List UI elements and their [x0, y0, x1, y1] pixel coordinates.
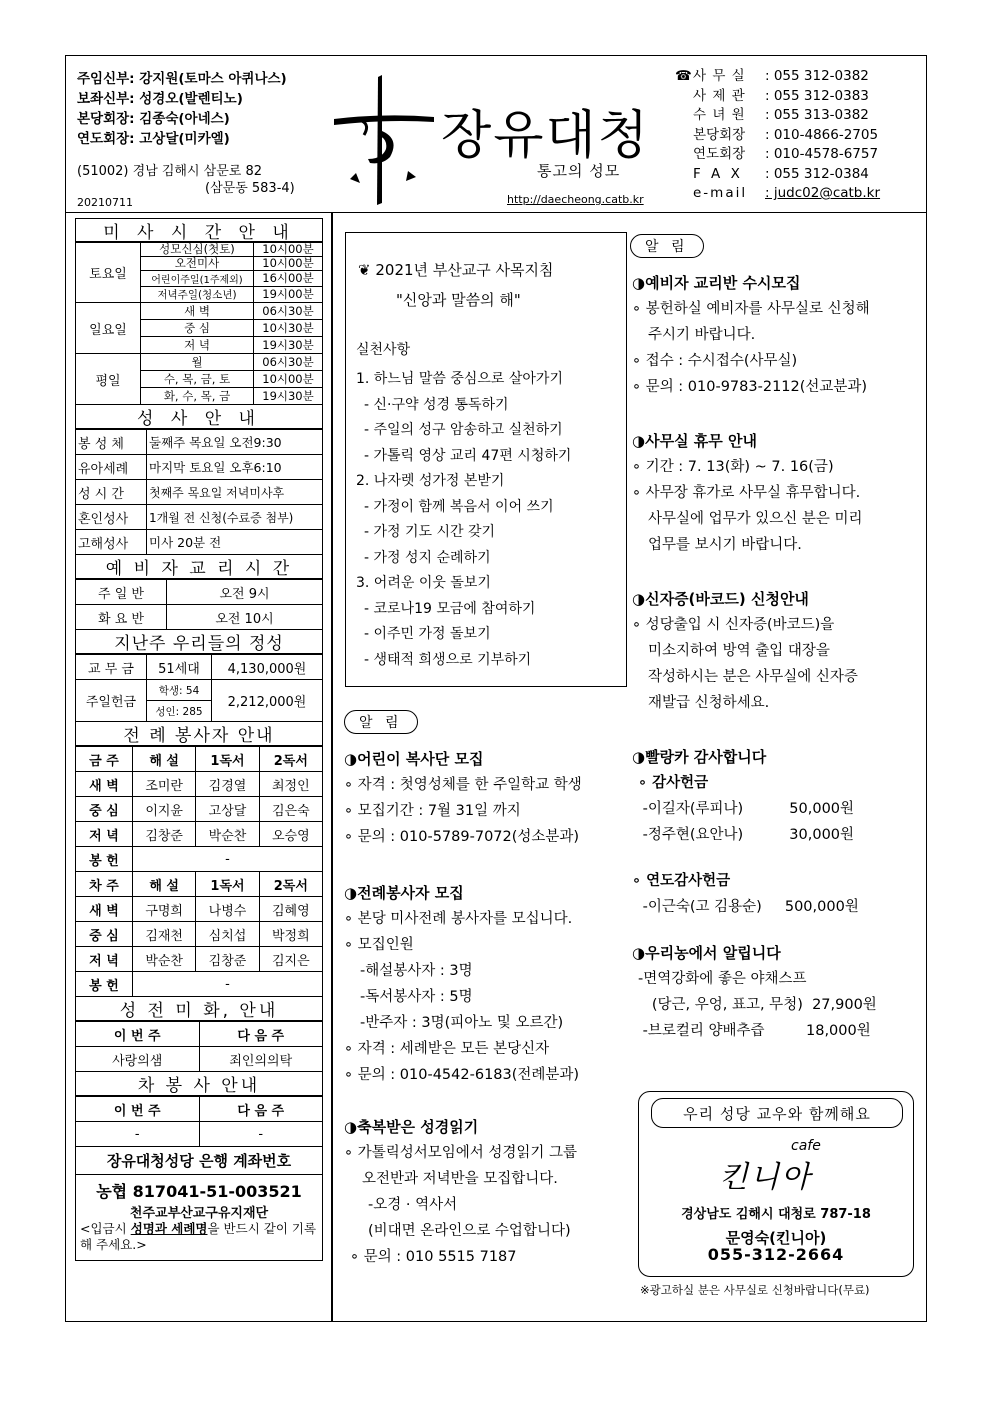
mass-name: 오전미사 [141, 257, 254, 271]
notice-line: -오경 · 역사서 [368, 1197, 458, 1213]
cell: 최정인 [259, 772, 322, 797]
guideline-theme: "신앙과 말씀의 해" [396, 291, 521, 309]
table-row [76, 455, 323, 480]
guideline-box [345, 232, 627, 687]
address-line: (51002) 경남 김해시 삼문로 82 [77, 164, 263, 179]
row-value: 오전 9시 [167, 580, 323, 605]
bulletin-title: 장유대청 [441, 106, 650, 166]
notice-line: ∘ 문의 : 010 5515 7187 [350, 1249, 517, 1265]
table-row [76, 1122, 323, 1147]
notice-line: ∘ 본당 미사전례 봉사자를 모십니다. [344, 911, 573, 927]
car-title: 차 봉 사 안내 [75, 1072, 323, 1096]
table-row [76, 1022, 323, 1047]
column-header: 금 주 [76, 747, 133, 772]
table-row [76, 897, 323, 922]
cell: 죄인의의탁 [199, 1047, 323, 1072]
row-label: 고해성사 [76, 530, 147, 555]
list-item: 3. 어려운 이웃 돌보기 [356, 575, 491, 591]
liturgy-title: 전 례 봉사자 안내 [75, 722, 323, 746]
table-row [76, 772, 323, 797]
catechism-title: 예 비 자 교 리 시 간 [75, 555, 323, 579]
row-value: 51세대 [147, 655, 212, 680]
bank-title: 장유대청성당 은행 계좌번호 [75, 1147, 323, 1175]
bulletin-subtitle: 통고의 성모 [537, 162, 621, 180]
cafe-owner: 문영숙(킨니아) [725, 1229, 827, 1247]
notice-line: 주시기 바랍니다. [648, 327, 756, 343]
mass-time: 19시30분 [254, 388, 323, 405]
contact-row: 연도회장 : 010-4578-6757 [693, 146, 879, 162]
cell: 고상달 [196, 797, 259, 822]
cell: - [133, 847, 323, 872]
table-row [76, 822, 323, 847]
table-row [76, 243, 323, 257]
mass-time: 19시30분 [254, 337, 323, 354]
column-header: 1독서 [196, 747, 259, 772]
cell: 박정희 [259, 922, 322, 947]
notice-line: 오전반과 저녁반을 모집합니다. [362, 1171, 558, 1187]
notice-title: ◑예비자 교리반 수시모집 [632, 274, 801, 292]
cell: - [199, 1122, 323, 1147]
car-table [75, 1096, 323, 1147]
table-row [76, 747, 323, 772]
contact-row: e-mail : judc02@catb.kr [675, 184, 880, 204]
notice-line: ∘ 기간 : 7. 13(화) ~ 7. 16(금) [632, 459, 834, 475]
note-text: 을 반드시 같이 기록해 주세요.> [80, 1221, 317, 1252]
flowers-table [75, 1021, 323, 1072]
row-label: 혼인성사 [76, 505, 147, 530]
staff-line: 주임신부: 강지원(토마스 아퀴나스) [77, 71, 287, 87]
column-header: 이 번 주 [76, 1022, 200, 1047]
row-amount: 4,130,000원 [212, 655, 323, 680]
mass-name: 화, 수, 목, 금 [141, 388, 254, 405]
cell: 조미란 [133, 772, 196, 797]
notice-badge: 알 림 [344, 710, 418, 734]
list-item: - 가정 성지 순례하기 [364, 549, 491, 566]
table-row [76, 1097, 323, 1122]
contact-row: 본당회장 : 010-4866-2705 [693, 126, 879, 143]
list-item: - 이주민 가정 돌보기 [364, 626, 491, 642]
table-row [76, 580, 323, 605]
note-text: <입금시 [80, 1221, 131, 1236]
row-value: 오전 10시 [167, 605, 323, 630]
column-header: 해 설 [133, 747, 196, 772]
notice-line: ∘ 사무장 휴가로 사무실 휴무합니다. [632, 485, 861, 501]
cafe-ad-heading: 우리 성당 교우와 함께해요 [651, 1098, 903, 1128]
mass-name: 성모신심(첫토) [141, 243, 254, 257]
mass-day: 일요일 [76, 303, 141, 354]
notice-title: ◑빨랑카 감사합니다 [632, 748, 767, 766]
cell: 사랑의샘 [76, 1047, 200, 1072]
row-label: 교 무 금 [76, 655, 147, 680]
adult-count: 성인: 285 [147, 701, 212, 722]
notice-line: ∘ 문의 : 010-4542-6183(전례분과) [344, 1067, 580, 1083]
row-label: 저 녁 [76, 947, 133, 972]
notice-title: ◑전례봉사자 모집 [344, 884, 464, 902]
notice-line: (비대면 온라인으로 수업합니다) [368, 1223, 571, 1239]
column-header: 이 번 주 [76, 1097, 200, 1122]
mass-name: 어린이주일(1주제외) [141, 271, 254, 287]
table-row [76, 303, 323, 320]
column-header: 1독서 [196, 872, 259, 897]
notice-line: ∘ 모집기간 : 7월 31일 까지 [344, 803, 521, 819]
notice-title: ◑사무실 휴무 안내 [632, 432, 757, 450]
cafe-logo-small: cafe [791, 1138, 821, 1154]
student-count: 학생: 54 [147, 680, 212, 701]
row-label: 저 녁 [76, 822, 133, 847]
list-item: - 가정 기도 시간 갖기 [364, 524, 496, 540]
email-link[interactable]: : judc02@catb.kr [765, 185, 881, 201]
note-emphasis: 성명과 세례명 [130, 1221, 208, 1236]
ad-note: ※광고하실 분은 사무실로 신청바랍니다(무료) [640, 1283, 870, 1297]
notice-line: 사무실에 업무가 있으신 분은 미리 [648, 511, 863, 527]
notice-line: (당근, 우엉, 표고, 무청) 27,900원 [638, 997, 877, 1013]
notice-line: 업무를 보시기 바랍니다. [648, 537, 802, 553]
address [77, 163, 295, 197]
cell: - [76, 1122, 200, 1147]
cell: 구명희 [133, 897, 196, 922]
bank-note [80, 1221, 318, 1253]
table-row [76, 922, 323, 947]
row-label: 중 심 [76, 922, 133, 947]
table-row [76, 354, 323, 371]
notices-middle [344, 746, 582, 1270]
column-header: 2독서 [259, 872, 322, 897]
mass-title: 미 사 시 간 안 내 [75, 218, 323, 242]
notice-badge: 알 림 [630, 234, 704, 258]
cell: 김경열 [196, 772, 259, 797]
contact-row: 사 제 관 : 055 312-0383 [693, 87, 869, 104]
cell: 김은숙 [259, 797, 322, 822]
cell: 김창준 [133, 822, 196, 847]
notice-line: -이근숙(고 김용순) 500,000원 [638, 899, 859, 915]
bank-account: 농협 817041-51-003521 [96, 1182, 302, 1201]
row-value: 마지막 토요일 오후6:10 [147, 455, 323, 480]
notice-line: ∘ 문의 : 010-9783-2112(선교분과) [632, 379, 868, 395]
row-amount: 2,212,000원 [212, 680, 323, 722]
sacrament-title: 성 사 안 내 [75, 405, 323, 429]
table-row [76, 797, 323, 822]
notice-line: ∘ 가톨릭성서모임에서 성경읽기 그룹 [344, 1145, 578, 1161]
practice-label: 실천사항 [356, 342, 411, 358]
list-item: - 코로나19 모금에 참여하기 [364, 600, 536, 617]
guideline-title-text: 2021년 부산교구 사목지침 [375, 261, 554, 279]
notice-line: 작성하시는 분은 사무실에 신자증 [648, 669, 858, 685]
mass-time: 10시00분 [254, 243, 323, 257]
list-item: - 가톨릭 영상 교리 47편 시청하기 [364, 447, 572, 464]
guideline-title [358, 259, 553, 280]
notice-line: ∘ 문의 : 010-5789-7072(성소분과) [344, 829, 580, 845]
notice-line: -이길자(루피나) 50,000원 [638, 801, 855, 817]
list-item: - 가정이 함께 복음서 이어 쓰기 [364, 498, 554, 515]
table-row [76, 947, 323, 972]
cafe-ad [638, 1091, 914, 1277]
sacrament-table [75, 429, 323, 555]
row-value: 첫째주 목요일 저녁미사후 [147, 480, 323, 505]
cell: 나병수 [196, 897, 259, 922]
notice-line: 미소지하여 방역 출입 대장을 [648, 643, 830, 659]
mass-day: 토요일 [76, 243, 141, 303]
notice-line: -독서봉사자 : 5명 [360, 989, 473, 1005]
table-row [76, 605, 323, 630]
row-label: 유아세례 [76, 455, 147, 480]
notices-right [632, 270, 877, 1044]
row-label: 봉 헌 [76, 972, 133, 997]
mass-table [75, 242, 323, 405]
table-row [76, 847, 323, 872]
staff-list [77, 69, 287, 149]
cross-logo-icon [330, 73, 440, 208]
cell: 김지은 [259, 947, 322, 972]
list-item: - 신·구약 성경 통독하기 [364, 396, 509, 413]
mass-name: 저녁주일(청소년) [141, 287, 254, 303]
notice-title: ◑신자증(바코드) 신청안내 [632, 590, 809, 608]
contact-list [675, 67, 880, 204]
notice-title: ◑축복받은 성경읽기 [344, 1118, 479, 1136]
list-item: 2. 나자렛 성가정 본받기 [356, 473, 505, 489]
list-item: 1. 하느님 말씀 중심으로 살아가기 [356, 371, 563, 387]
notice-line: ∘ 자격 : 첫영성체를 한 주일학교 학생 [344, 777, 582, 793]
row-label: 화 요 반 [76, 605, 167, 630]
cell: 이지윤 [133, 797, 196, 822]
list-item: - 주일의 성구 암송하고 실천하기 [364, 422, 563, 438]
website-link[interactable]: http://daecheong.catb.kr [507, 193, 644, 206]
header [65, 55, 927, 213]
staff-line: 본당회장: 김종숙(아네스) [77, 111, 230, 127]
notice-line: -반주자 : 3명(피아노 및 오르간) [360, 1015, 564, 1031]
mass-time: 06시30분 [254, 354, 323, 371]
mass-name: 중 심 [141, 320, 254, 337]
mass-time: 10시30분 [254, 320, 323, 337]
mass-name: 월 [141, 354, 254, 371]
column-header: 2독서 [259, 747, 322, 772]
cafe-address: 경상남도 김해시 대청로 787-18 [681, 1207, 871, 1222]
row-label: 중 심 [76, 797, 133, 822]
contact-row: ☎ 사 무 실 : 055 312-0382 [675, 67, 880, 87]
list-item: - 생태적 희생으로 기부하기 [364, 651, 532, 668]
row-value: 미사 20분 전 [147, 530, 323, 555]
offering-table [75, 654, 323, 722]
row-label: 새 벽 [76, 772, 133, 797]
notice-line: -정주현(요안나) 30,000원 [638, 827, 855, 843]
mass-time: 16시00분 [254, 271, 323, 287]
column-divider [331, 213, 333, 1322]
cafe-phone: 055-312-2664 [707, 1245, 845, 1264]
contact-row: 수 녀 원 : 055 313-0382 [693, 107, 869, 123]
contact-row: F A X : 055 312-0384 [693, 165, 869, 182]
staff-line: 보좌신부: 성경오(발렌티노) [77, 91, 243, 107]
cafe-logo: 킨니아 [719, 1160, 812, 1195]
table-row [76, 530, 323, 555]
table-row [76, 505, 323, 530]
bank-box [75, 1175, 323, 1261]
notice-line: ∘ 봉헌하실 예비자를 사무실로 신청해 [632, 301, 870, 317]
bank-owner: 천주교부산교구유지재단 [129, 1206, 269, 1221]
table-row [76, 872, 323, 897]
mass-day: 평일 [76, 354, 141, 405]
table-row [76, 972, 323, 997]
row-value: 둘째주 목요일 오전9:30 [147, 430, 323, 455]
phone-icon: ☎ [675, 68, 692, 84]
offering-title: 지난주 우리들의 정성 [75, 630, 323, 654]
table-row [76, 430, 323, 455]
column-header: 차 주 [76, 872, 133, 897]
table-row [76, 1047, 323, 1072]
notice-title: ◑우리농에서 알립니다 [632, 944, 781, 962]
cell: 김혜영 [259, 897, 322, 922]
mass-time: 10시00분 [254, 257, 323, 271]
mass-time: 10시00분 [254, 371, 323, 388]
diocese-logo-icon: ❦ [358, 261, 371, 279]
issue-date: 20210711 [77, 196, 133, 209]
notice-line: ∘ 자격 : 세례받은 모든 본당신자 [344, 1041, 550, 1057]
notice-line: ∘ 모집인원 [344, 937, 414, 953]
row-label: 주일헌금 [76, 680, 147, 722]
address-line: (삼문동 583-4) [205, 181, 295, 196]
notice-line: 재발급 신청하세요. [648, 695, 770, 711]
staff-line: 연도회장: 고상달(미카엘) [77, 131, 230, 147]
flowers-title: 성 전 미 화, 안내 [75, 997, 323, 1021]
mass-name: 새 벽 [141, 303, 254, 320]
notice-title: ∘ 연도감사헌금 [632, 873, 731, 889]
liturgy-table [75, 746, 323, 997]
cell: 박순찬 [133, 947, 196, 972]
column-header: 다 음 주 [199, 1022, 323, 1047]
row-label: 봉 성 체 [76, 430, 147, 455]
mass-name: 저 녁 [141, 337, 254, 354]
guideline-items [356, 367, 571, 673]
notice-title: ◑어린이 복사단 모집 [344, 750, 484, 768]
cell: 김창준 [196, 947, 259, 972]
row-label: 성 시 간 [76, 480, 147, 505]
cell: 심치섭 [196, 922, 259, 947]
mass-time: 06시30분 [254, 303, 323, 320]
column-header: 해 설 [133, 872, 196, 897]
table-row [76, 480, 323, 505]
left-column [75, 218, 323, 1261]
notice-line: -해설봉사자 : 3명 [360, 963, 473, 979]
notice-line: ∘ 접수 : 수시접수(사무실) [632, 353, 798, 369]
mass-time: 19시00분 [254, 287, 323, 303]
notice-line: ∘ 성당출입 시 신자증(바코드)을 [632, 617, 835, 633]
row-label: 새 벽 [76, 897, 133, 922]
row-label: 봉 헌 [76, 847, 133, 872]
notice-line: -면역강화에 좋은 야채스프 [638, 971, 807, 987]
cell: - [133, 972, 323, 997]
row-value: 1개월 전 신청(수료증 첨부) [147, 505, 323, 530]
cell: 박순찬 [196, 822, 259, 847]
cell: 오승영 [259, 822, 322, 847]
table-row [76, 655, 323, 680]
mass-name: 수, 목, 금, 토 [141, 371, 254, 388]
cell: 김재천 [133, 922, 196, 947]
notice-line: ∘ 감사헌금 [638, 775, 709, 791]
notice-line: -브로컬리 양배추즙 18,000원 [638, 1023, 871, 1039]
row-label: 주 일 반 [76, 580, 167, 605]
table-row [76, 680, 323, 701]
catechism-table [75, 579, 323, 630]
column-header: 다 음 주 [199, 1097, 323, 1122]
